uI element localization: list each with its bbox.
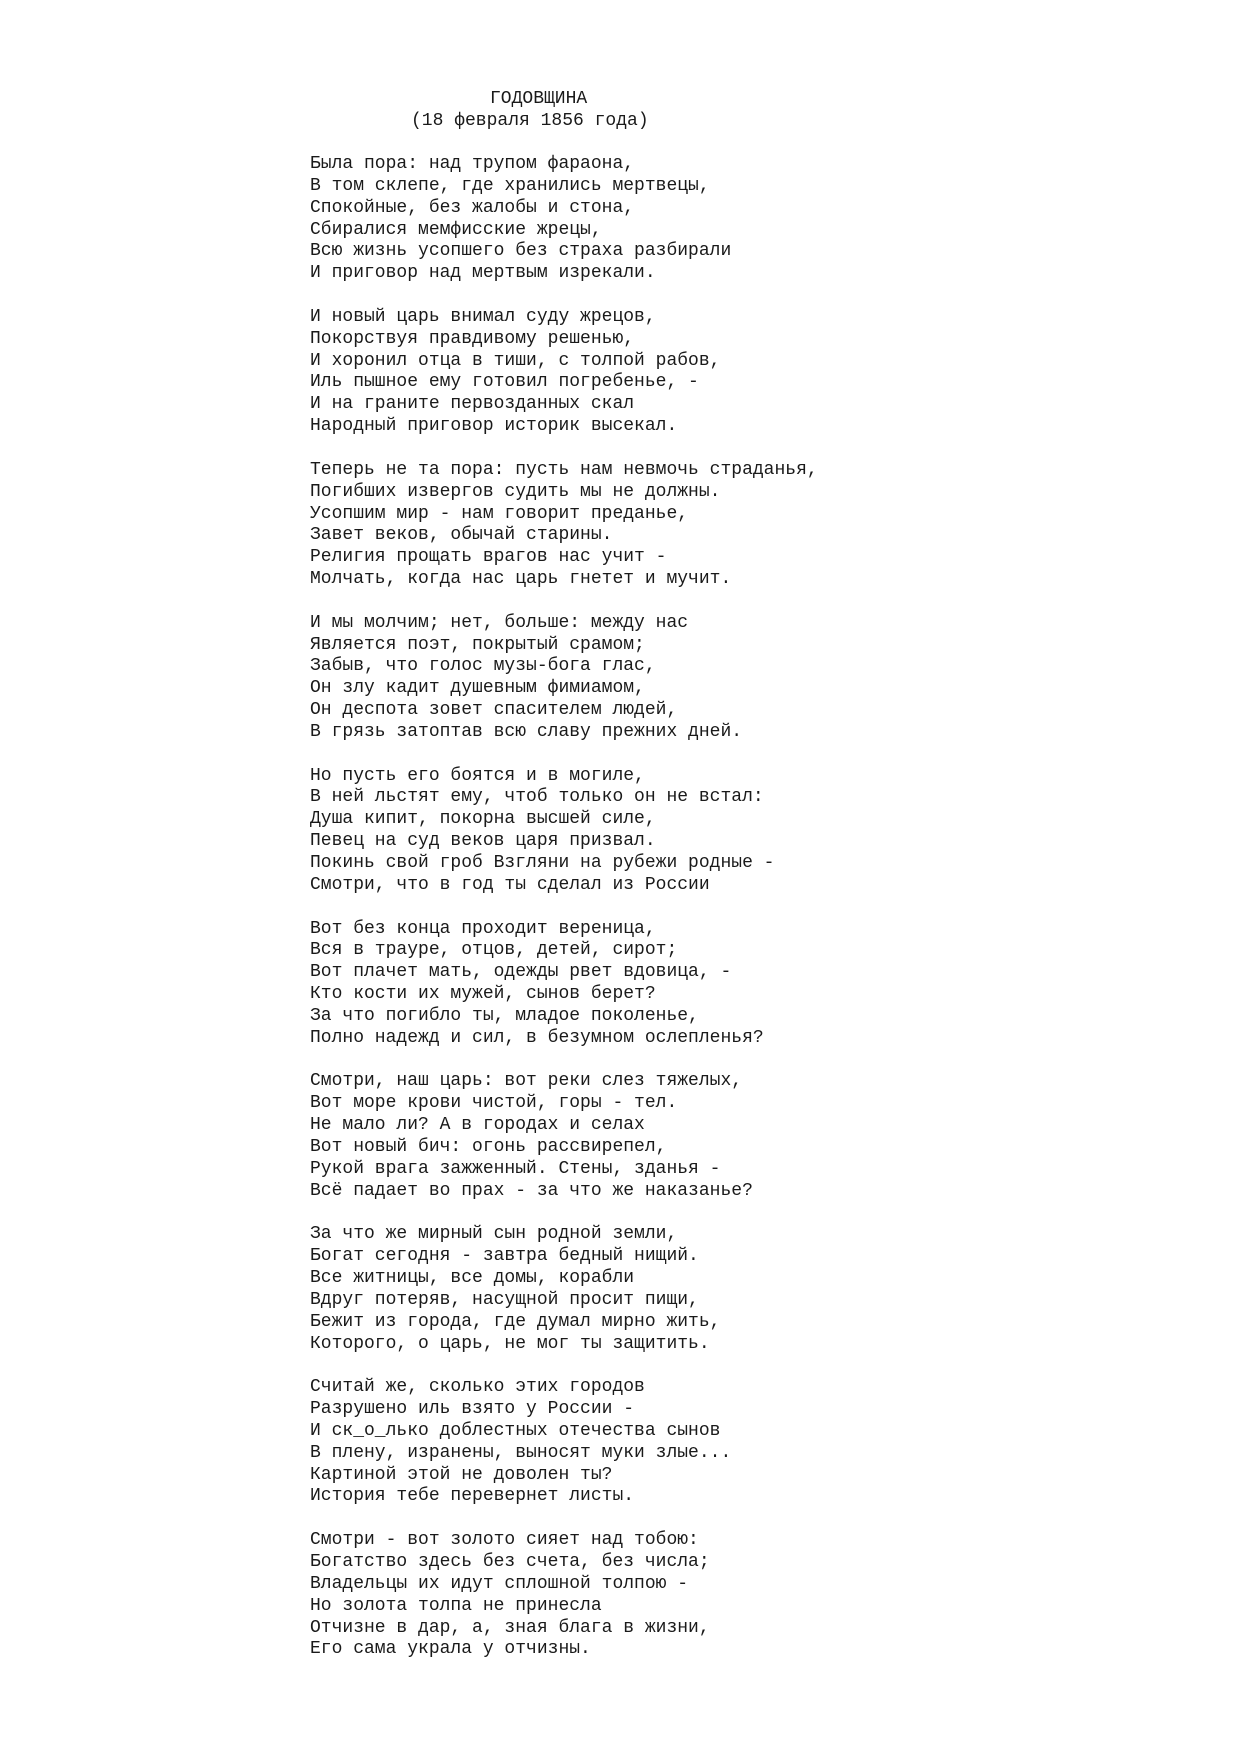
stanza (310, 1071, 1210, 1202)
stanza (310, 1530, 1210, 1661)
poem-line: Не мало ли? А в городах и селах (310, 1115, 645, 1136)
poem-line: И новый царь внимал суду жрецов, (310, 306, 656, 327)
poem-line: Его сама украла у отчизны. (310, 1639, 591, 1660)
poem-line: Которого, о царь, не мог ты защитить. (310, 1333, 710, 1354)
poem-line: Вот море крови чистой, горы - тел. (310, 1093, 678, 1114)
stanza (310, 460, 1210, 591)
poem-line: Всё падает во прах - за что же наказанье? (310, 1180, 753, 1201)
stanza (310, 919, 1210, 1050)
poem-line: Бежит из города, где думал мирно жить, (310, 1311, 721, 1332)
poem-line: В плену, изранены, выносят муки злые... (310, 1442, 732, 1463)
poem-line: Иль пышное ему готовил погребенье, - (310, 372, 699, 393)
poem-date: (18 февраля 1856 года) (411, 111, 649, 131)
poem-line: Является поэт, покрытый срамом; (310, 634, 645, 655)
poem-line: Душа кипит, покорна высшей силе, (310, 809, 656, 830)
poem-line: Покорствуя правдивому решенью, (310, 328, 635, 349)
poem-line: Смотри - вот золото сияет над тобою: (310, 1530, 699, 1551)
poem-line: Кто кости их мужей, сынов берет? (310, 984, 656, 1005)
poem-line: Вот новый бич: огонь рассвирепел, (310, 1136, 667, 1157)
poem-line: И мы молчим; нет, больше: между нас (310, 612, 689, 633)
poem-line: Теперь не та пора: пусть нам невмочь страданья, (310, 459, 818, 480)
poem-line: Вот без конца проходит вереница, (310, 918, 656, 939)
poem-title: ГОДОВЩИНА (490, 89, 588, 109)
poem-line: Была пора: над трупом фараона, (310, 154, 635, 174)
poem-line: Он деспота зовет спасителем людей, (310, 700, 678, 721)
stanza (310, 766, 1210, 897)
poem-line: Спокойные, без жалобы и стона, (310, 197, 635, 218)
poem-line: Богатство здесь без счета, без числа; (310, 1552, 710, 1572)
poem-line: Разрушено иль взято у России - (310, 1399, 635, 1420)
poem-line: Он злу кадит душевным фимиамом, (310, 678, 645, 699)
poem-line: Все житницы, все домы, корабли (310, 1268, 635, 1289)
stanza (310, 1224, 1210, 1355)
poem-line: Покинь свой гроб Взгляни на рубежи родные - (310, 853, 775, 873)
poem-line: Владельцы их идут сплошной толпою - (310, 1573, 689, 1594)
stanza (310, 613, 1210, 744)
poem-line: И приговор над мертвым изрекали. (310, 263, 656, 284)
poem-line: Певец на суд веков царя призвал. (310, 831, 656, 852)
poem-line: Вся в трауре, отцов, детей, сирот; (310, 940, 678, 961)
poem-line: В ней льстят ему, чтоб только он не встал: (310, 787, 764, 808)
poem-body (310, 154, 1210, 1683)
stanza (310, 154, 1210, 285)
poem-line: Вдруг потеряв, насущной просит пищи, (310, 1289, 699, 1310)
stanza (310, 307, 1210, 438)
poem-line: И на граните первозданных скал (310, 394, 635, 415)
poem-line: Но золота толпа не принесла (310, 1595, 602, 1616)
poem-line: Смотри, наш царь: вот реки слез тяжелых, (310, 1071, 743, 1092)
poem-line: В грязь затоптав всю славу прежних дней. (310, 721, 743, 742)
poem-line: Богат сегодня - завтра бедный нищий. (310, 1246, 699, 1267)
poem-line: Всю жизнь усопшего без страха разбирали (310, 241, 732, 262)
poem-line: Усопшим мир - нам говорит преданье, (310, 503, 689, 524)
stanza (310, 1377, 1210, 1508)
poem-line: Картиной этой не доволен ты? (310, 1464, 613, 1485)
poem-line: Полно надежд и сил, в безумном ослепленья? (310, 1027, 764, 1048)
poem-line: Религия прощать врагов нас учит - (310, 547, 667, 568)
poem-line: Забыв, что голос музы-бога глас, (310, 656, 656, 677)
poem-line: За что погибло ты, младое поколенье, (310, 1005, 699, 1026)
poem-line: За что же мирный сын родной земли, (310, 1224, 678, 1245)
poem-line: Рукой врага зажженный. Стены, зданья - (310, 1158, 721, 1179)
poem-line: Но пусть его боятся и в могиле, (310, 765, 645, 786)
poem-line: Погибших извергов судить мы не должны. (310, 481, 721, 502)
poem-line: Вот плачет мать, одежды рвет вдовица, - (310, 962, 732, 983)
poem-line: Народный приговор историк высекал. (310, 416, 678, 437)
poem-line: Смотри, что в год ты сделал из России (310, 874, 710, 895)
poem-line: И ск_о_лько доблестных отечества сынов (310, 1420, 721, 1441)
poem-line: Молчать, когда нас царь гнетет и мучит. (310, 569, 732, 590)
poem-line: История тебе перевернет листы. (310, 1486, 635, 1507)
poem-line: И хоронил отца в тиши, с толпой рабов, (310, 350, 721, 371)
poem-line: Сбиралися мемфисские жрецы, (310, 219, 602, 240)
poem-line: Отчизне в дар, а, зная блага в жизни, (310, 1617, 710, 1638)
poem-line: Завет веков, обычай старины. (310, 525, 613, 546)
poem-line: В том склепе, где хранились мертвецы, (310, 175, 710, 196)
poem-line: Считай же, сколько этих городов (310, 1377, 645, 1398)
